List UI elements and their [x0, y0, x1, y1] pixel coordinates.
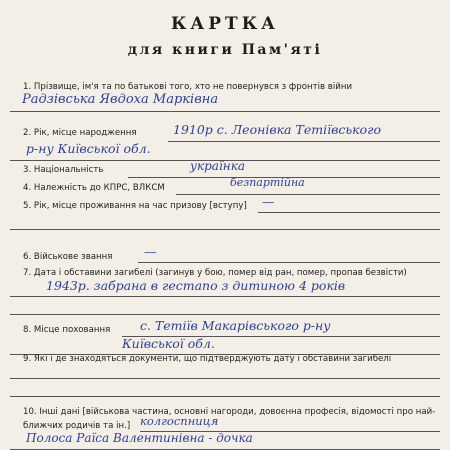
field-3-label: 3. Національність — [23, 165, 104, 175]
field-10-label-line2: ближчих родичів та ін.] — [23, 421, 131, 431]
field-2-value-line1: 1910р с. Леонівка Тетіївського — [173, 122, 381, 137]
field-5-label: 5. Рік, місце проживання на час призову [вступу] — [23, 201, 247, 211]
field-2-label: 2. Рік, місце народження — [23, 128, 137, 138]
field-9-label: 9. Які і де знаходяться документи, що підтверджують дату і обставини загибелі — [23, 354, 392, 364]
field-1-line — [10, 111, 440, 112]
field-5-line-1 — [258, 212, 440, 213]
field-9-line-2 — [10, 396, 440, 397]
field-7-line-2 — [10, 314, 440, 315]
field-5-line-2 — [10, 229, 440, 230]
field-1-value: Радзівська Явдоха Марківна — [22, 92, 219, 107]
field-3-value: українка — [190, 159, 246, 173]
field-10-value-line1: колгоспниця — [140, 414, 219, 428]
field-10-value-line2: Полоса Раїса Валентинівна - дочка — [26, 431, 253, 445]
card-title: КАРТКА — [170, 14, 280, 34]
field-7-value: 1943р. забрана в гестапо з дитиною 4 років — [46, 278, 346, 293]
field-7-line-1 — [10, 296, 440, 297]
field-4-value: безпартійна — [230, 176, 305, 189]
field-4-label: 4. Належність до КПРС, ВЛКСМ — [23, 183, 165, 193]
field-6-value: — — [144, 244, 157, 259]
field-8-value-line2: Київської обл. — [122, 336, 215, 351]
card-subtitle: для книги Пам'яті — [127, 42, 323, 58]
field-6-line — [138, 262, 440, 263]
field-8-value-line1: с. Тетіїв Макарівського р-ну — [140, 318, 331, 333]
field-7-label: 7. Дата і обставини загибелі (загинув у бою, помер від ран, помер, пропав безвісти) — [23, 268, 407, 278]
field-4-line — [176, 194, 440, 195]
field-8-label: 8. Місце поховання — [23, 325, 111, 335]
field-2-value-line2: р-ну Київської обл. — [26, 141, 151, 156]
field-5-value: — — [262, 194, 275, 209]
field-9-line-1 — [10, 378, 440, 379]
field-1-label: 1. Прізвище, ім'я та по батькові того, хто не повернувся з фронтів війни — [23, 82, 353, 92]
field-6-label: 6. Військове звання — [23, 252, 113, 262]
field-2-line-1 — [168, 141, 440, 142]
field-10-label-line1: 10. Інші дані [військова частина, основні нагороди, довоєнна професія, відомості про най- — [23, 407, 436, 417]
